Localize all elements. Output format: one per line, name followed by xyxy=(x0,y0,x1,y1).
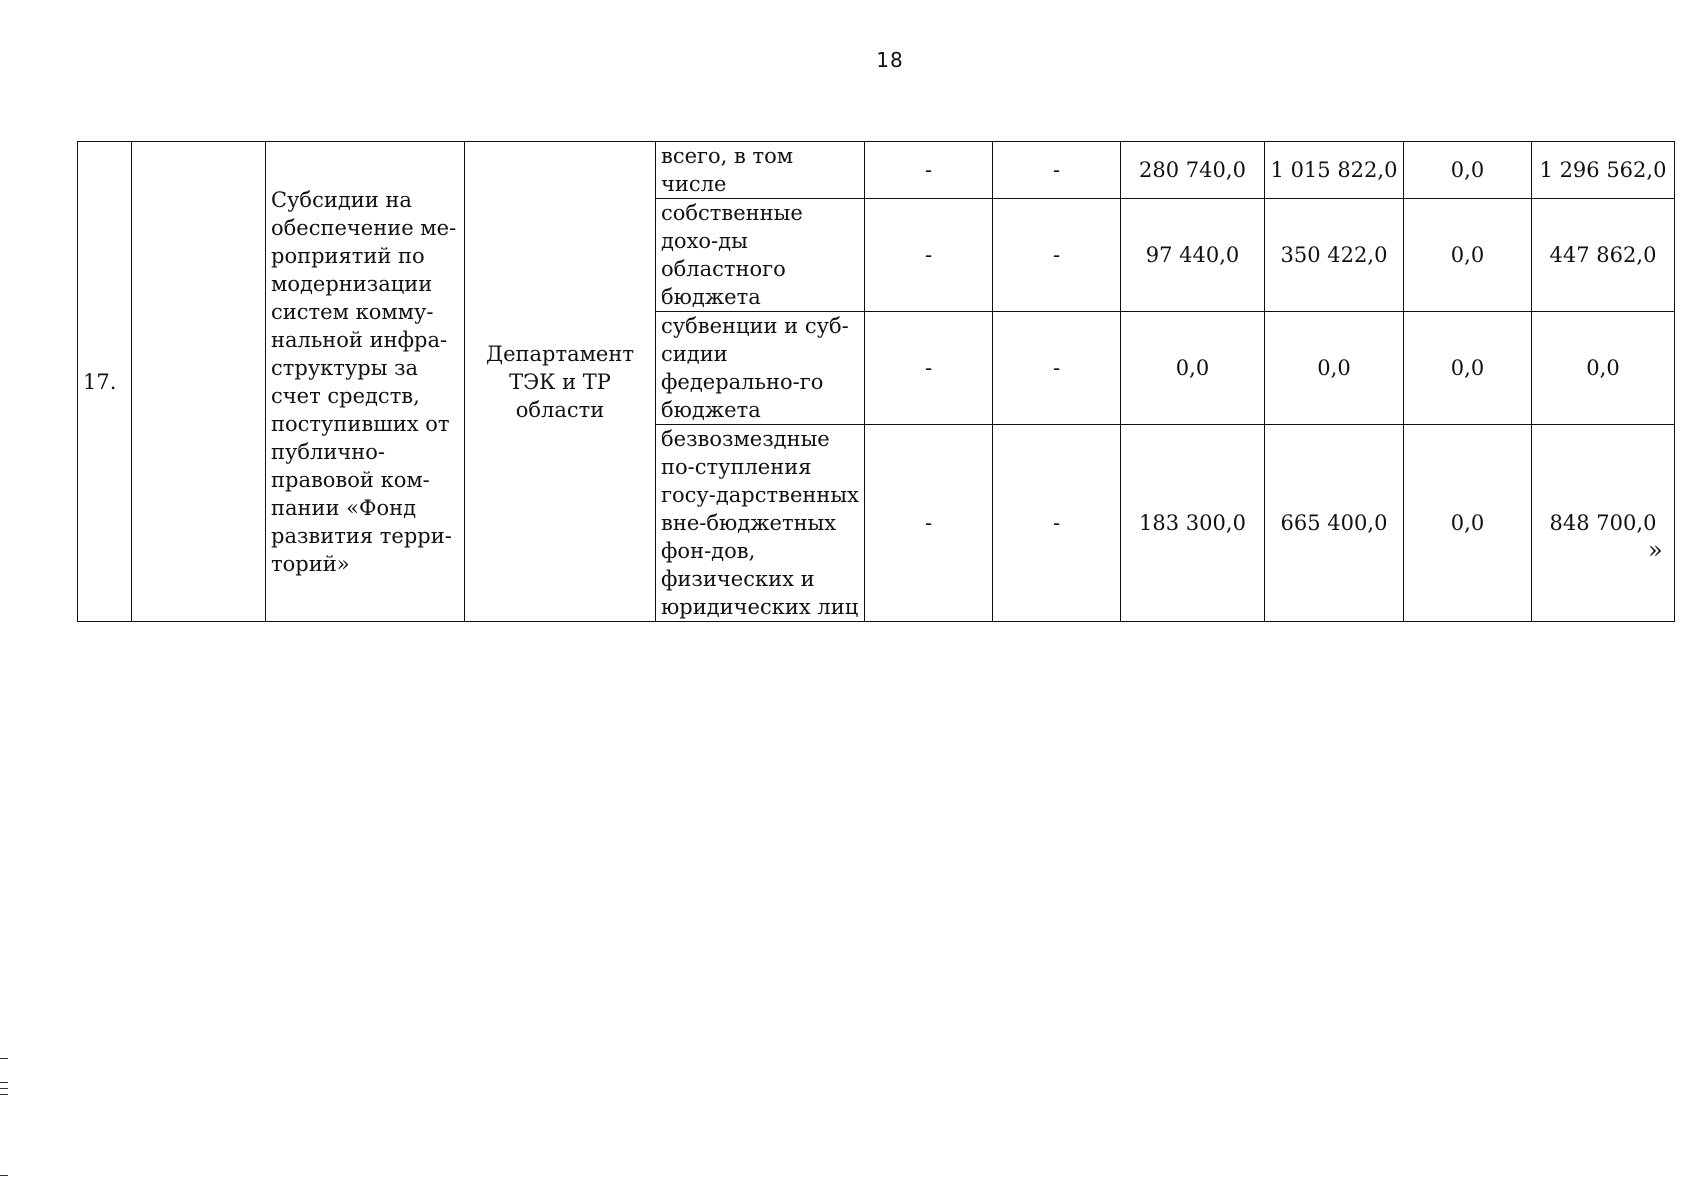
total-cell: 1 296 562,0 xyxy=(1532,142,1675,199)
margin-mark xyxy=(0,1088,8,1089)
total-cell: 447 862,0 xyxy=(1532,199,1675,312)
row-code xyxy=(132,142,266,622)
value-cell: 665 400,0 xyxy=(1265,425,1404,622)
value-cell: - xyxy=(865,199,993,312)
page-number: 18 xyxy=(876,48,904,72)
value-cell: 0,0 xyxy=(1404,142,1532,199)
value-cell: 0,0 xyxy=(1404,199,1532,312)
value-cell: - xyxy=(993,312,1121,425)
value-cell: - xyxy=(993,425,1121,622)
margin-mark xyxy=(0,1175,8,1176)
value-cell: - xyxy=(865,425,993,622)
table-row xyxy=(78,142,1675,199)
value-cell: 97 440,0 xyxy=(1121,199,1265,312)
funding-source-label: всего, в том числе xyxy=(656,142,865,199)
closing-quote: » xyxy=(1648,536,1663,564)
margin-mark xyxy=(0,1082,8,1083)
executor: Департамент ТЭК и ТР области xyxy=(465,142,656,622)
funding-source-label: собственные дохо-ды областного бюджета xyxy=(656,199,865,312)
value-cell: 280 740,0 xyxy=(1121,142,1265,199)
value-cell: 0,0 xyxy=(1121,312,1265,425)
measure-name: Субсидии на обеспечение ме-роприятий по модернизации систем комму-нальной инфра-структуры за счет средств, поступивших от публично-правовой ком-пании «Фонд развития терри-торий» xyxy=(266,142,465,622)
value-cell: - xyxy=(865,142,993,199)
value-cell: 183 300,0 xyxy=(1121,425,1265,622)
value-cell: 0,0 xyxy=(1265,312,1404,425)
margin-mark xyxy=(0,1058,8,1059)
value-cell: 0,0 xyxy=(1404,312,1532,425)
value-cell: 0,0 xyxy=(1404,425,1532,622)
value-cell: - xyxy=(865,312,993,425)
funding-source-label: субвенции и суб-сидии федерально-го бюджета xyxy=(656,312,865,425)
total-cell: 0,0 xyxy=(1532,312,1675,425)
row-number: 17. xyxy=(78,142,132,622)
margin-mark xyxy=(0,1094,8,1095)
value-cell: - xyxy=(993,142,1121,199)
budget-table xyxy=(77,141,1675,622)
total-cell: 848 700,0 xyxy=(1532,425,1675,622)
value-cell: - xyxy=(993,199,1121,312)
value-cell: 350 422,0 xyxy=(1265,199,1404,312)
value-cell: 1 015 822,0 xyxy=(1265,142,1404,199)
funding-source-label: безвозмездные по-ступления госу-дарственных вне-бюджетных фон-дов, физических и юридических лиц xyxy=(656,425,865,622)
